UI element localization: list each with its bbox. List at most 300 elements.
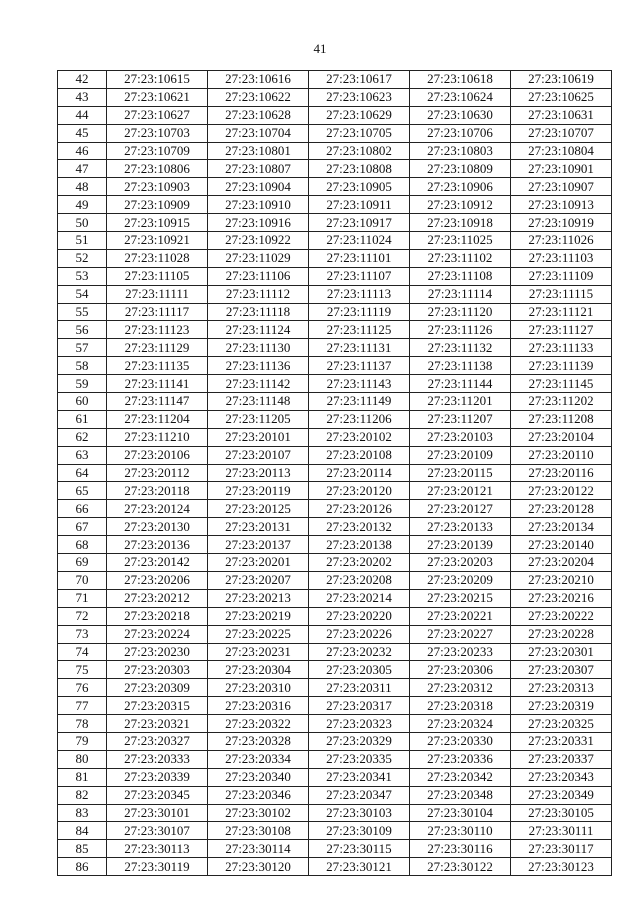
table-row [58,375,612,393]
cadastral-number-cell: 27:23:10622 [208,88,309,106]
cadastral-number-cell: 27:23:20137 [208,536,309,554]
row-number-cell: 81 [58,768,107,786]
cadastral-number-cell: 27:23:11205 [208,410,309,428]
row-number-cell: 76 [58,679,107,697]
cadastral-number-cell: 27:23:10904 [208,178,309,196]
cadastral-number-cell: 27:23:11124 [208,321,309,339]
cadastral-number-cell: 27:23:20218 [107,607,208,625]
cadastral-number-cell: 27:23:11143 [309,375,410,393]
row-number-cell: 70 [58,571,107,589]
cadastral-number-cell: 27:23:20309 [107,679,208,697]
cadastral-number-cell: 27:23:11026 [511,232,612,250]
row-number-cell: 66 [58,500,107,518]
row-number-cell: 78 [58,715,107,733]
row-number-cell: 46 [58,142,107,160]
row-number-cell: 71 [58,589,107,607]
row-number-cell: 67 [58,518,107,536]
cadastral-number-cell: 27:23:20220 [309,607,410,625]
row-number-cell: 45 [58,124,107,142]
cadastral-number-cell: 27:23:20348 [410,786,511,804]
table-row [58,661,612,679]
cadastral-number-cell: 27:23:11138 [410,357,511,375]
cadastral-number-cell: 27:23:11207 [410,410,511,428]
table-row [58,393,612,411]
cadastral-number-cell: 27:23:20221 [410,607,511,625]
cadastral-number-cell: 27:23:20224 [107,625,208,643]
cadastral-number-cell: 27:23:20339 [107,768,208,786]
row-number-cell: 43 [58,88,107,106]
cadastral-number-cell: 27:23:20102 [309,428,410,446]
cadastral-number-cell: 27:23:20209 [410,571,511,589]
cadastral-number-cell: 27:23:20136 [107,536,208,554]
cadastral-number-cell: 27:23:20315 [107,697,208,715]
table-row [58,858,612,876]
cadastral-number-cell: 27:23:20120 [309,482,410,500]
table-row [58,536,612,554]
table-row [58,428,612,446]
table-row [58,625,612,643]
cadastral-number-cell: 27:23:20345 [107,786,208,804]
cadastral-number-cell: 27:23:20310 [208,679,309,697]
cadastral-number-cell: 27:23:20325 [511,715,612,733]
table-row [58,71,612,89]
cadastral-number-cell: 27:23:20206 [107,571,208,589]
cadastral-number-cell: 27:23:20346 [208,786,309,804]
cadastral-number-cell: 27:23:11123 [107,321,208,339]
cadastral-number-cell: 27:23:11148 [208,393,309,411]
cadastral-number-cell: 27:23:11204 [107,410,208,428]
row-number-cell: 42 [58,71,107,89]
cadastral-number-cell: 27:23:11101 [309,249,410,267]
cadastral-number-cell: 27:23:20227 [410,625,511,643]
cadastral-number-cell: 27:23:11117 [107,303,208,321]
cadastral-number-cell: 27:23:10624 [410,88,511,106]
table-row [58,142,612,160]
cadastral-number-cell: 27:23:11136 [208,357,309,375]
table-row [58,840,612,858]
row-number-cell: 86 [58,858,107,876]
cadastral-number-cell: 27:23:20216 [511,589,612,607]
cadastral-number-cell: 27:23:11139 [511,357,612,375]
cadastral-number-cell: 27:23:20125 [208,500,309,518]
cadastral-number-cell: 27:23:20214 [309,589,410,607]
cadastral-number-cell: 27:23:10807 [208,160,309,178]
cadastral-number-cell: 27:23:10617 [309,71,410,89]
table-row [58,554,612,572]
cadastral-number-cell: 27:23:20313 [511,679,612,697]
cadastral-number-cell: 27:23:20349 [511,786,612,804]
cadastral-number-cell: 27:23:10806 [107,160,208,178]
cadastral-number-cell: 27:23:30109 [309,822,410,840]
cadastral-number-cell: 27:23:11121 [511,303,612,321]
table-row [58,804,612,822]
cadastral-number-cell: 27:23:20318 [410,697,511,715]
row-number-cell: 64 [58,464,107,482]
cadastral-number-cell: 27:23:10627 [107,106,208,124]
cadastral-number-cell: 27:23:20110 [511,446,612,464]
cadastral-number-cell: 27:23:20222 [511,607,612,625]
cadastral-number-cell: 27:23:11029 [208,249,309,267]
cadastral-number-cell: 27:23:11118 [208,303,309,321]
cadastral-number-cell: 27:23:11210 [107,428,208,446]
cadastral-number-cell: 27:23:20337 [511,750,612,768]
cadastral-number-cell: 27:23:20233 [410,643,511,661]
cadastral-number-cell: 27:23:20202 [309,554,410,572]
cadastral-number-cell: 27:23:11115 [511,285,612,303]
cadastral-number-cell: 27:23:11141 [107,375,208,393]
cadastral-number-cell: 27:23:11111 [107,285,208,303]
cadastral-number-cell: 27:23:10621 [107,88,208,106]
table-row [58,232,612,250]
row-number-cell: 44 [58,106,107,124]
table-row [58,607,612,625]
cadastral-number-cell: 27:23:20306 [410,661,511,679]
cadastral-number-cell: 27:23:20307 [511,661,612,679]
cadastral-number-cell: 27:23:30108 [208,822,309,840]
cadastral-number-cell: 27:23:20303 [107,661,208,679]
row-number-cell: 51 [58,232,107,250]
cadastral-number-cell: 27:23:30105 [511,804,612,822]
cadastral-number-cell: 27:23:20208 [309,571,410,589]
cadastral-number-cell: 27:23:20101 [208,428,309,446]
row-number-cell: 69 [58,554,107,572]
table-row [58,482,612,500]
cadastral-number-cell: 27:23:10913 [511,196,612,214]
cadastral-number-cell: 27:23:11129 [107,339,208,357]
cadastral-number-cell: 27:23:20225 [208,625,309,643]
cadastral-number-cell: 27:23:11131 [309,339,410,357]
table-row [58,500,612,518]
cadastral-number-cell: 27:23:20118 [107,482,208,500]
cadastral-number-cell: 27:23:20133 [410,518,511,536]
cadastral-number-cell: 27:23:10707 [511,124,612,142]
cadastral-number-cell: 27:23:20210 [511,571,612,589]
cadastral-number-cell: 27:23:10704 [208,124,309,142]
cadastral-number-cell: 27:23:11028 [107,249,208,267]
table-row [58,518,612,536]
cadastral-number-cell: 27:23:20311 [309,679,410,697]
cadastral-number-cell: 27:23:20132 [309,518,410,536]
cadastral-number-cell: 27:23:10625 [511,88,612,106]
row-number-cell: 55 [58,303,107,321]
cadastral-number-cell: 27:23:10709 [107,142,208,160]
table-row [58,410,612,428]
cadastral-number-cell: 27:23:20327 [107,732,208,750]
table-row [58,643,612,661]
table-row [58,249,612,267]
cadastral-number-cell: 27:23:20316 [208,697,309,715]
cadastral-number-cell: 27:23:11125 [309,321,410,339]
row-number-cell: 57 [58,339,107,357]
row-number-cell: 58 [58,357,107,375]
cadastral-number-cell: 27:23:10916 [208,214,309,232]
cadastral-number-cell: 27:23:10906 [410,178,511,196]
cadastral-number-cell: 27:23:20113 [208,464,309,482]
cadastral-number-cell: 27:23:20219 [208,607,309,625]
cadastral-number-cell: 27:23:11103 [511,249,612,267]
cadastral-number-cell: 27:23:20232 [309,643,410,661]
cadastral-number-cell: 27:23:10903 [107,178,208,196]
cadastral-number-cell: 27:23:11025 [410,232,511,250]
table-row [58,321,612,339]
cadastral-number-cell: 27:23:11107 [309,267,410,285]
cadastral-number-cell: 27:23:20142 [107,554,208,572]
cadastral-number-cell: 27:23:11024 [309,232,410,250]
cadastral-number-cell: 27:23:20331 [511,732,612,750]
cadastral-number-cell: 27:23:20335 [309,750,410,768]
cadastral-number-cell: 27:23:20204 [511,554,612,572]
table-row [58,697,612,715]
cadastral-number-cell: 27:23:20124 [107,500,208,518]
table-row [58,715,612,733]
cadastral-number-cell: 27:23:11137 [309,357,410,375]
cadastral-number-cell: 27:23:30116 [410,840,511,858]
cadastral-number-cell: 27:23:11147 [107,393,208,411]
table-row [58,88,612,106]
table-body [58,71,612,876]
cadastral-number-cell: 27:23:20226 [309,625,410,643]
cadastral-number-cell: 27:23:30115 [309,840,410,858]
table-row [58,464,612,482]
cadastral-number-cell: 27:23:10705 [309,124,410,142]
row-number-cell: 52 [58,249,107,267]
cadastral-number-cell: 27:23:20347 [309,786,410,804]
cadastral-number-cell: 27:23:30107 [107,822,208,840]
cadastral-number-cell: 27:23:11144 [410,375,511,393]
cadastral-number-cell: 27:23:11112 [208,285,309,303]
cadastral-number-cell: 27:23:20207 [208,571,309,589]
cadastral-number-cell: 27:23:20342 [410,768,511,786]
cadastral-number-cell: 27:23:10922 [208,232,309,250]
cadastral-number-cell: 27:23:20127 [410,500,511,518]
row-number-cell: 47 [58,160,107,178]
cadastral-number-cell: 27:23:10911 [309,196,410,214]
cadastral-number-cell: 27:23:11201 [410,393,511,411]
cadastral-number-cell: 27:23:11132 [410,339,511,357]
table-row [58,679,612,697]
cadastral-number-cell: 27:23:20128 [511,500,612,518]
cadastral-number-cell: 27:23:20115 [410,464,511,482]
row-number-cell: 50 [58,214,107,232]
cadastral-number-cell: 27:23:30103 [309,804,410,822]
row-number-cell: 84 [58,822,107,840]
cadastral-number-cell: 27:23:20126 [309,500,410,518]
table-row [58,589,612,607]
cadastral-number-cell: 27:23:10901 [511,160,612,178]
cadastral-number-cell: 27:23:10706 [410,124,511,142]
cadastral-number-cell: 27:23:20312 [410,679,511,697]
row-number-cell: 56 [58,321,107,339]
row-number-cell: 74 [58,643,107,661]
row-number-cell: 77 [58,697,107,715]
row-number-cell: 53 [58,267,107,285]
cadastral-number-cell: 27:23:30110 [410,822,511,840]
cadastral-number-cell: 27:23:20333 [107,750,208,768]
row-number-cell: 85 [58,840,107,858]
cadastral-number-cell: 27:23:11127 [511,321,612,339]
cadastral-number-cell: 27:23:11109 [511,267,612,285]
table-row [58,106,612,124]
table-row [58,196,612,214]
row-number-cell: 59 [58,375,107,393]
cadastral-number-cell: 27:23:10804 [511,142,612,160]
cadastral-number-cell: 27:23:30102 [208,804,309,822]
cadastral-number-cell: 27:23:20319 [511,697,612,715]
cadastral-number-cell: 27:23:20116 [511,464,612,482]
cadastral-number-cell: 27:23:11208 [511,410,612,428]
cadastral-number-cell: 27:23:11102 [410,249,511,267]
cadastral-number-cell: 27:23:11135 [107,357,208,375]
cadastral-numbers-table [57,70,612,876]
cadastral-number-cell: 27:23:20230 [107,643,208,661]
table-row [58,446,612,464]
table-row [58,303,612,321]
cadastral-number-cell: 27:23:30111 [511,822,612,840]
cadastral-number-cell: 27:23:10629 [309,106,410,124]
cadastral-number-cell: 27:23:10915 [107,214,208,232]
cadastral-number-cell: 27:23:10631 [511,106,612,124]
cadastral-number-cell: 27:23:11113 [309,285,410,303]
row-number-cell: 72 [58,607,107,625]
table-row [58,339,612,357]
cadastral-number-cell: 27:23:20203 [410,554,511,572]
cadastral-number-cell: 27:23:10703 [107,124,208,142]
table-row [58,178,612,196]
cadastral-number-cell: 27:23:20343 [511,768,612,786]
cadastral-number-cell: 27:23:11149 [309,393,410,411]
cadastral-number-cell: 27:23:10808 [309,160,410,178]
cadastral-number-cell: 27:23:10616 [208,71,309,89]
cadastral-number-cell: 27:23:30123 [511,858,612,876]
cadastral-number-cell: 27:23:10917 [309,214,410,232]
table-row [58,571,612,589]
row-number-cell: 75 [58,661,107,679]
cadastral-number-cell: 27:23:11202 [511,393,612,411]
cadastral-number-cell: 27:23:20106 [107,446,208,464]
cadastral-number-cell: 27:23:20324 [410,715,511,733]
cadastral-number-cell: 27:23:10802 [309,142,410,160]
row-number-cell: 79 [58,732,107,750]
cadastral-number-cell: 27:23:30119 [107,858,208,876]
cadastral-number-cell: 27:23:10623 [309,88,410,106]
cadastral-number-cell: 27:23:30104 [410,804,511,822]
cadastral-number-cell: 27:23:10618 [410,71,511,89]
table-row [58,768,612,786]
table-row [58,732,612,750]
cadastral-number-cell: 27:23:10905 [309,178,410,196]
cadastral-number-cell: 27:23:10630 [410,106,511,124]
cadastral-number-cell: 27:23:10919 [511,214,612,232]
row-number-cell: 62 [58,428,107,446]
cadastral-number-cell: 27:23:20329 [309,732,410,750]
page-number: 41 [313,41,327,56]
row-number-cell: 73 [58,625,107,643]
table-row [58,822,612,840]
cadastral-number-cell: 27:23:11119 [309,303,410,321]
table-row [58,214,612,232]
cadastral-number-cell: 27:23:20114 [309,464,410,482]
cadastral-number-cell: 27:23:30117 [511,840,612,858]
cadastral-number-cell: 27:23:11108 [410,267,511,285]
row-number-cell: 63 [58,446,107,464]
cadastral-number-cell: 27:23:11114 [410,285,511,303]
cadastral-number-cell: 27:23:20213 [208,589,309,607]
cadastral-number-cell: 27:23:20131 [208,518,309,536]
cadastral-number-cell: 27:23:20340 [208,768,309,786]
cadastral-number-cell: 27:23:20323 [309,715,410,733]
table-row [58,267,612,285]
cadastral-number-cell: 27:23:20109 [410,446,511,464]
cadastral-number-cell: 27:23:20130 [107,518,208,536]
cadastral-number-cell: 27:23:30113 [107,840,208,858]
cadastral-number-cell: 27:23:11106 [208,267,309,285]
cadastral-number-cell: 27:23:11145 [511,375,612,393]
row-number-cell: 82 [58,786,107,804]
cadastral-number-cell: 27:23:11130 [208,339,309,357]
cadastral-number-cell: 27:23:20322 [208,715,309,733]
cadastral-number-cell: 27:23:20121 [410,482,511,500]
cadastral-number-cell: 27:23:20108 [309,446,410,464]
cadastral-number-cell: 27:23:10801 [208,142,309,160]
cadastral-number-cell: 27:23:20122 [511,482,612,500]
cadastral-number-cell: 27:23:10803 [410,142,511,160]
cadastral-number-cell: 27:23:20104 [511,428,612,446]
row-number-cell: 54 [58,285,107,303]
cadastral-number-cell: 27:23:10615 [107,71,208,89]
cadastral-number-cell: 27:23:30121 [309,858,410,876]
cadastral-number-cell: 27:23:20231 [208,643,309,661]
row-number-cell: 61 [58,410,107,428]
table-row [58,124,612,142]
cadastral-number-cell: 27:23:20336 [410,750,511,768]
cadastral-number-cell: 27:23:20112 [107,464,208,482]
cadastral-number-cell: 27:23:20301 [511,643,612,661]
cadastral-number-cell: 27:23:10907 [511,178,612,196]
row-number-cell: 48 [58,178,107,196]
cadastral-number-cell: 27:23:20304 [208,661,309,679]
cadastral-number-cell: 27:23:30120 [208,858,309,876]
cadastral-number-cell: 27:23:10921 [107,232,208,250]
cadastral-number-cell: 27:23:20201 [208,554,309,572]
cadastral-number-cell: 27:23:20328 [208,732,309,750]
table-row [58,786,612,804]
cadastral-number-cell: 27:23:10628 [208,106,309,124]
row-number-cell: 60 [58,393,107,411]
cadastral-number-cell: 27:23:20138 [309,536,410,554]
cadastral-number-cell: 27:23:20321 [107,715,208,733]
cadastral-number-cell: 27:23:11126 [410,321,511,339]
row-number-cell: 49 [58,196,107,214]
cadastral-number-cell: 27:23:11206 [309,410,410,428]
cadastral-number-cell: 27:23:10909 [107,196,208,214]
cadastral-number-cell: 27:23:20107 [208,446,309,464]
table-row [58,357,612,375]
cadastral-number-cell: 27:23:20341 [309,768,410,786]
table-row [58,285,612,303]
cadastral-number-cell: 27:23:10910 [208,196,309,214]
cadastral-number-cell: 27:23:20140 [511,536,612,554]
cadastral-number-cell: 27:23:20334 [208,750,309,768]
cadastral-number-cell: 27:23:20139 [410,536,511,554]
cadastral-number-cell: 27:23:11133 [511,339,612,357]
cadastral-number-cell: 27:23:20103 [410,428,511,446]
row-number-cell: 80 [58,750,107,768]
cadastral-number-cell: 27:23:10809 [410,160,511,178]
cadastral-number-cell: 27:23:20119 [208,482,309,500]
cadastral-number-cell: 27:23:10912 [410,196,511,214]
row-number-cell: 83 [58,804,107,822]
cadastral-number-cell: 27:23:20212 [107,589,208,607]
